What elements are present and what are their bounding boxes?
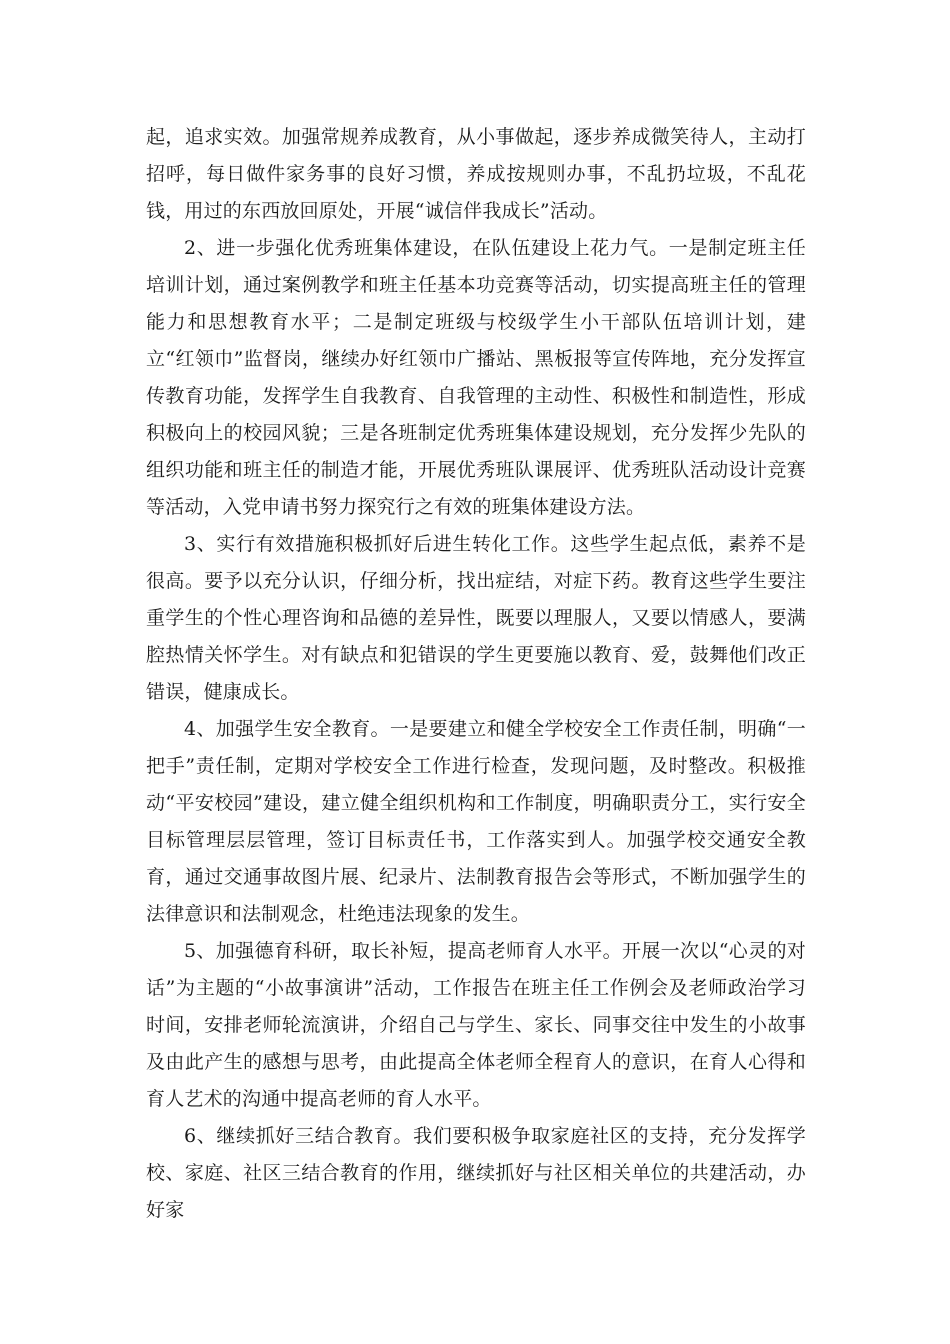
paragraph-item-4: 4、加强学生安全教育。一是要建立和健全学校安全工作责任制，明确“一把手”责任制，定期对学校安全工作进行检查，发现问题，及时整改。积极推动“平安校园”建设，建立健全组织机构和工作制度，明确职责分工，实行安全目标管理层层管理，签订目标责任书，工作落实到人。加强学校交通安全教育，通过交通事故图片展、纪录片、法制教育报告会等形式，不断加强学生的法律意识和法制观念，杜绝违法现象的发生。 <box>146 718 806 925</box>
document-body <box>146 119 806 1229</box>
paragraph-item-5: 5、加强德育科研，取长补短，提高老师育人水平。开展一次以“心灵的对话”为主题的“小故事演讲”活动，工作报告在班主任工作例会及老师政治学习时间，安排老师轮流演讲，介绍自己与学生、家长、同事交往中发生的小故事及由此产生的感想与思考，由此提高全体老师全程育人的意识，在育人心得和育人艺术的沟通中提高老师的育人水平。 <box>146 940 806 1110</box>
paragraph-item-6: 6、继续抓好三结合教育。我们要积极争取家庭社区的支持，充分发挥学校、家庭、社区三结合教育的作用，继续抓好与社区相关单位的共建活动，办好家 <box>146 1125 806 1221</box>
paragraph-item-2: 2、进一步强化优秀班集体建设，在队伍建设上花力气。一是制定班主任培训计划，通过案例教学和班主任基本功竞赛等活动，切实提高班主任的管理能力和思想教育水平；二是制定班级与校级学生小干部队伍培训计划，建立“红领巾”监督岗，继续办好红领巾广播站、黑板报等宣传阵地，充分发挥宣传教育功能，发挥学生自我教育、自我管理的主动性、积极性和制造性，形成积极向上的校园风貌；三是各班制定优秀班集体建设规划，充分发挥少先队的组织功能和班主任的制造才能，开展优秀班队课展评、优秀班队活动设计竞赛等活动，入党申请书努力探究行之有效的班集体建设方法。 <box>146 237 806 518</box>
paragraph-item-3: 3、实行有效措施积极抓好后进生转化工作。这些学生起点低，素养不是很高。要予以充分认识，仔细分析，找出症结，对症下药。教育这些学生要注重学生的个性心理咨询和品德的差异性，既要以理服人，又要以情感人，要满腔热情关怀学生。对有缺点和犯错误的学生更要施以教育、爱，鼓舞他们改正错误，健康成长。 <box>146 533 806 703</box>
paragraph-continuation: 起，追求实效。加强常规养成教育，从小事做起，逐步养成微笑待人，主动打招呼，每日做件家务事的良好习惯，养成按规则办事，不乱扔垃圾，不乱花钱，用过的东西放回原处，开展“诚信伴我成长”活动。 <box>146 126 806 222</box>
